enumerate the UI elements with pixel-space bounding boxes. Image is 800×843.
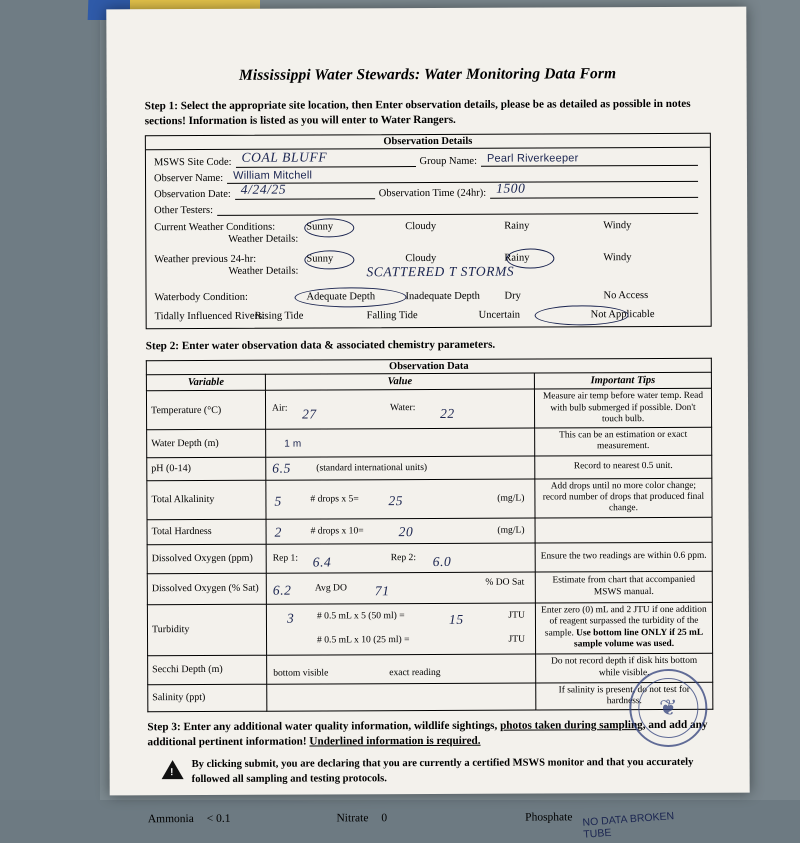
hardness-formula-label: # drops x 10= (311, 525, 364, 536)
header-variable: Variable (146, 375, 265, 392)
table-row-total-hardness (147, 517, 712, 544)
step1-instruction: Step 1: Select the appropriate site location, then Enter observation details, please be as detailed as possible in notes sections! Information is listed as you will enter to Water Rangers. (145, 97, 711, 130)
previous-weather-details-value: SCATTERED T STORMS (366, 264, 514, 281)
alkalinity-result-value: 25 (388, 493, 403, 509)
waterbody-condition-row (155, 290, 703, 303)
observer-name-value: William Mitchell (233, 170, 312, 182)
turbidity-result-value: 15 (449, 611, 464, 627)
step3-part-a: Step 3: Enter any additional water quality information, wildlife sightings, (147, 720, 500, 734)
observer-name-field[interactable] (227, 168, 698, 184)
current-weather-option-rainy[interactable]: Rainy (504, 220, 603, 231)
other-testers-label: Other Testers: (154, 205, 213, 216)
nitrate-label: Nitrate (336, 812, 368, 824)
row-value-dissolved-oxygen-ppm[interactable] (266, 543, 535, 573)
previous-weather-details-label: Weather Details: (154, 266, 306, 283)
row-tip-ph: Record to nearest 0.5 unit. (535, 455, 712, 479)
previous-weather-label: Weather previous 24-hr: (154, 254, 306, 266)
row-label-ph: pH (0-14) (147, 457, 266, 481)
row-label-dissolved-oxygen-ppm: Dissolved Oxygen (ppm) (147, 544, 266, 574)
current-weather-label: Current Weather Conditions: (154, 222, 306, 234)
do-rep1-label: Rep 1: (273, 552, 298, 563)
certification-text: By clicking submit, you are declaring that you are currently a certified MSWS monitor and that you accurately followed all sampling and testing protocols. (192, 756, 714, 787)
site-code-value: COAL BLUFF (241, 150, 327, 166)
certification-block (148, 756, 714, 787)
current-weather-details-row (154, 232, 702, 248)
warning-triangle-icon (162, 760, 184, 779)
observation-date-value: 4/24/25 (241, 182, 287, 198)
step3-underline-1: photos taken during sampling (500, 719, 643, 732)
waterbody-condition-label: Waterbody Condition: (155, 292, 307, 304)
row-tip-dissolved-oxygen-ppm: Ensure the two readings are within 0.6 ppm. (535, 542, 712, 572)
table-row-dissolved-oxygen-sat (147, 571, 712, 604)
ammonia-label: Ammonia (148, 813, 194, 825)
previous-weather-option-sunny[interactable]: Sunny (306, 253, 405, 264)
table-row-total-alkalinity (147, 478, 712, 519)
row-tip-water-depth: This can be an estimation or exact measurement. (535, 427, 712, 455)
other-testers-row (154, 200, 702, 216)
table-row-temperature (146, 389, 711, 430)
row-value-turbidity[interactable] (266, 603, 535, 655)
hardness-drops-value: 2 (275, 524, 282, 540)
ph-value: 6.5 (272, 460, 291, 476)
hardness-result-value: 20 (399, 524, 414, 540)
observer-name-label: Observer Name: (154, 173, 223, 184)
observer-name-row (154, 168, 702, 184)
header-important-tips: Important Tips (534, 373, 711, 390)
step2-instruction: Step 2: Enter water observation data & associated chemistry parameters. (146, 337, 712, 355)
row-tip-secchi-depth: Do not record depth if disk hits bottom while visible. (536, 653, 713, 683)
row-label-total-hardness: Total Hardness (147, 519, 266, 545)
ph-units-note: (standard international units) (316, 462, 427, 473)
tidal-row (155, 309, 703, 322)
observation-time-value: 1500 (496, 181, 525, 197)
secchi-exact-reading-label: exact reading (389, 667, 440, 678)
desk-surface-left (0, 0, 100, 800)
temp-water-value: 22 (440, 406, 455, 422)
step3-part-b: , and add any additional pertinent information! (147, 719, 707, 749)
row-value-total-hardness[interactable] (266, 518, 535, 544)
table-row-dissolved-oxygen-ppm (147, 542, 712, 573)
do-sat-unit: % DO Sat (483, 576, 527, 587)
alkalinity-drops-value: 5 (274, 493, 281, 509)
group-name-field[interactable] (481, 152, 698, 167)
paper-form (106, 7, 749, 796)
current-weather-option-cloudy[interactable]: Cloudy (405, 221, 504, 232)
step3-instruction (147, 718, 713, 751)
msws-seal-icon (629, 669, 707, 747)
table-row-salinity (148, 682, 713, 712)
secchi-bottom-visible-label: bottom visible (273, 667, 328, 678)
observation-details-box (145, 133, 712, 329)
ammonia-value: < 0.1 (207, 813, 231, 825)
row-tip-salinity: If salinity is present, do not test for hardness. (536, 682, 713, 710)
row-value-total-alkalinity[interactable] (266, 479, 535, 519)
phosphate-field (525, 811, 714, 824)
header-value: Value (265, 373, 534, 390)
do-rep2-value: 6.0 (433, 553, 452, 569)
previous-weather-option-cloudy[interactable]: Cloudy (405, 253, 504, 264)
row-label-dissolved-oxygen-sat: Dissolved Oxygen (% Sat) (147, 573, 266, 605)
hardness-unit: (mg/L) (497, 524, 524, 535)
turbidity-unit-2: JTU (508, 633, 525, 644)
temp-water-label: Water: (390, 402, 415, 413)
waterbody-option-dry[interactable]: Dry (505, 290, 604, 301)
phosphate-handwritten-note: NO DATA BROKEN TUBE (582, 809, 684, 840)
water-depth-value: 1 m (284, 439, 301, 450)
tidal-option-not-applicable[interactable]: Not Applicable (591, 309, 703, 320)
table-row-secchi-depth (148, 653, 713, 684)
phosphate-label: Phosphate (525, 811, 572, 823)
do-avg-handwritten: 6.2 (273, 582, 292, 598)
turbidity-unit-1: JTU (508, 609, 525, 620)
temp-air-value: 27 (302, 407, 317, 423)
other-testers-field[interactable] (217, 200, 698, 216)
site-code-field[interactable] (236, 153, 416, 168)
observation-time-field[interactable] (490, 184, 698, 199)
row-label-salinity: Salinity (ppt) (148, 684, 267, 712)
alkalinity-unit: (mg/L) (497, 492, 524, 503)
table-row-water-depth (147, 427, 712, 457)
site-code-row (154, 152, 702, 168)
turbidity-formula-50ml: # 0.5 mL x 5 (50 ml) = (317, 610, 405, 621)
row-value-dissolved-oxygen-sat[interactable] (266, 572, 535, 604)
nutrient-results-row (148, 811, 714, 825)
previous-weather-option-rainy[interactable]: Rainy (504, 252, 603, 263)
row-tip-temperature: Measure air temp before water temp. Read with bulb submerged if possible. Don't touch bulb. (534, 389, 711, 429)
row-value-salinity[interactable] (267, 683, 536, 712)
temp-air-label: Air: (272, 403, 288, 414)
observation-date-row (154, 184, 702, 200)
observation-data-table (146, 372, 713, 712)
nitrate-field (336, 812, 525, 825)
row-tip-dissolved-oxygen-sat: Estimate from chart that accompanied MSWS manual. (535, 571, 712, 603)
previous-weather-details-row (154, 264, 702, 282)
turbidity-formula-25ml: # 0.5 mL x 10 (25 ml) = (317, 634, 410, 645)
waterbody-option-no-access[interactable]: No Access (604, 290, 703, 301)
current-weather-details-label: Weather Details: (154, 234, 306, 249)
observation-date-field[interactable] (235, 185, 375, 200)
row-value-temperature[interactable] (265, 389, 534, 429)
do-rep1-value: 6.4 (313, 554, 332, 570)
tidal-option-falling[interactable]: Falling Tide (367, 310, 479, 321)
row-value-ph[interactable] (266, 456, 535, 480)
table-row-turbidity (147, 602, 712, 655)
page-title: Mississippi Water Stewards: Water Monitoring Data Form (145, 65, 711, 85)
row-label-temperature: Temperature (°C) (146, 391, 265, 430)
observation-time-label: Observation Time (24hr): (379, 188, 486, 199)
group-name-label: Group Name: (420, 156, 478, 167)
turbidity-tip-bold: Use bottom line ONLY if 25 mL sample volume was used. (574, 627, 703, 649)
seal-center-glyph: ❦ (651, 695, 685, 721)
tidal-option-rising[interactable]: Rising Tide (255, 310, 367, 321)
step3-underline-2: Underlined information is required. (309, 735, 480, 748)
current-weather-option-sunny[interactable]: Sunny (306, 221, 405, 232)
row-tip-turbidity (535, 602, 712, 654)
current-weather-option-windy[interactable]: Windy (603, 220, 702, 231)
site-code-label: MSWS Site Code: (154, 157, 232, 168)
turbidity-drops-value: 3 (287, 610, 294, 626)
row-label-secchi-depth: Secchi Depth (m) (148, 655, 267, 685)
waterbody-option-inadequate-depth[interactable]: Inadequate Depth (406, 291, 505, 302)
observation-details-title: Observation Details (146, 134, 710, 150)
row-tip-total-hardness (535, 517, 712, 543)
do-sat-value: 71 (375, 583, 390, 599)
row-value-secchi-depth[interactable] (267, 654, 536, 684)
row-value-water-depth[interactable] (266, 428, 535, 457)
tidal-label: Tidally Influenced Rivers: (155, 311, 307, 323)
row-label-water-depth: Water Depth (m) (147, 429, 266, 457)
observation-date-label: Observation Date: (154, 189, 231, 200)
table-row-ph (147, 455, 712, 480)
previous-weather-option-windy[interactable]: Windy (603, 252, 702, 263)
row-tip-total-alkalinity: Add drops until no more color change; record number of drops that produced final change. (535, 478, 712, 518)
ammonia-field (148, 812, 337, 825)
nitrate-value: 0 (381, 812, 387, 824)
tidal-option-uncertain[interactable]: Uncertain (479, 310, 591, 321)
turbidity-tip-text: Enter zero (0) mL and 2 JTU if one addition of reagent surpassed the turbidity of the sample. (541, 605, 707, 638)
observation-data-title: Observation Data (146, 358, 712, 374)
do-rep2-label: Rep 2: (391, 552, 416, 563)
row-label-turbidity: Turbidity (147, 604, 266, 656)
group-name-value: Pearl Riverkeeper (487, 153, 579, 165)
alkalinity-formula-label: # drops x 5= (310, 493, 358, 504)
row-label-total-alkalinity: Total Alkalinity (147, 480, 266, 519)
do-avg-label: Avg DO (315, 582, 347, 593)
waterbody-option-adequate-depth[interactable]: Adequate Depth (307, 291, 406, 302)
